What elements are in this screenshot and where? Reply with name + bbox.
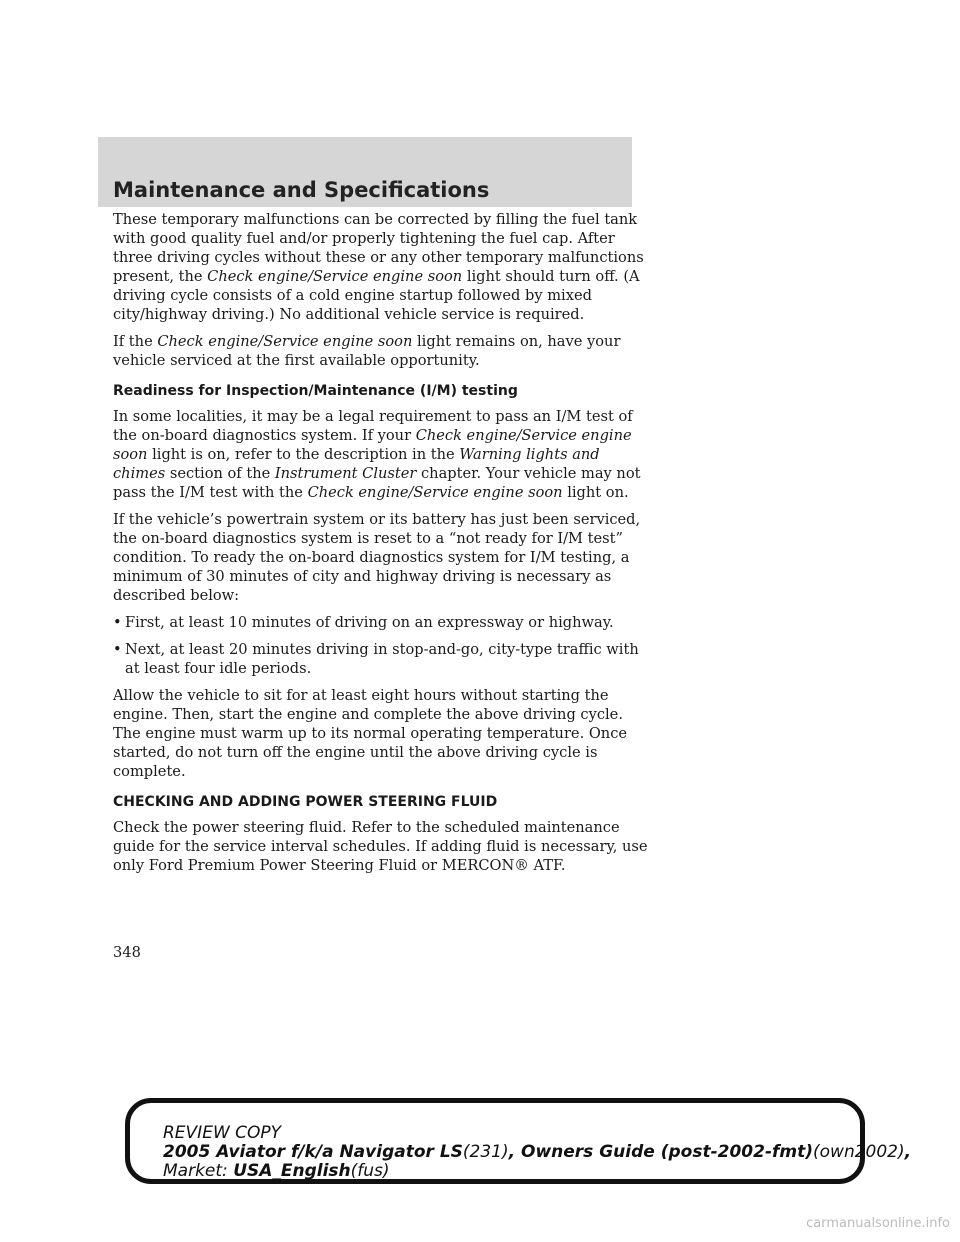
paragraph-temporary-malfunctions: These temporary malfunctions can be corrected by filling the fuel tank with good quality fuel and/or properly tightening the fuel cap. After three driving cycles without these or any other temporary malfunctions present, the Check engine/Service engine soon light should turn off. (A driving cycle consists of a cold engine startup followed by mixed city/highway driving.) No additional vehicle service is required.	[113, 211, 644, 323]
section-title: Maintenance and Specifications	[113, 178, 490, 202]
review-copy-market-line: Market: USA_English(fus)	[163, 1161, 390, 1181]
review-copy-label: REVIEW COPY	[163, 1123, 282, 1143]
review-copy-model-line: 2005 Aviator f/k/a Navigator LS(231), Owners Guide (post-2002-fmt)(own2002),	[163, 1142, 912, 1162]
heading-power-steering-fluid: CHECKING AND ADDING POWER STEERING FLUID	[113, 794, 498, 810]
list-item: • First, at least 10 minutes of driving on an expressway or highway.	[113, 614, 614, 631]
review-copy-text	[163, 1123, 912, 1181]
watermark: carmanualsonline.info	[806, 1216, 950, 1231]
page-number: 348	[113, 944, 141, 961]
list-item: • Next, at least 20 minutes driving in stop-and-go, city-type traffic with at least four idle periods.	[113, 641, 639, 677]
paragraph-im-test-requirement: In some localities, it may be a legal requirement to pass an I/M test of the on-board diagnostics system. If your Check engine/Service engine soon light is on, refer to the description in the Warning lights and chimes section of the Instrument Cluster chapter. Your vehicle may not pass the I/M test with the Check engine/Service engine soon light on.	[113, 408, 641, 501]
paragraph-powertrain-serviced: If the vehicle’s powertrain system or its battery has just been serviced, the on-board diagnostics system is reset to a “not ready for I/M test” condition. To ready the on-board diagnostics system for I/M testing, a minimum of 30 minutes of city and highway driving is necessary as described below:	[113, 511, 641, 604]
page-content	[113, 210, 653, 883]
heading-readiness-im-testing: Readiness for Inspection/Maintenance (I/M) testing	[113, 383, 518, 399]
paragraph-allow-vehicle-to-sit: Allow the vehicle to sit for at least eight hours without starting the engine. Then, start the engine and complete the above driving cycle. The engine must warm up to its normal operating temperature. Once started, do not turn off the engine until the above driving cycle is complete.	[113, 687, 628, 780]
bullet-icon: •	[113, 614, 122, 631]
bullet-icon: •	[113, 641, 122, 658]
paragraph-check-power-steering: Check the power steering fluid. Refer to the scheduled maintenance guide for the service interval schedules. If adding fluid is necessary, use only Ford Premium Power Steering Fluid or MERCON® ATF.	[113, 819, 648, 874]
paragraph-light-remains-on: If the Check engine/Service engine soon light remains on, have your vehicle serviced at the first available opportunity.	[113, 333, 621, 369]
